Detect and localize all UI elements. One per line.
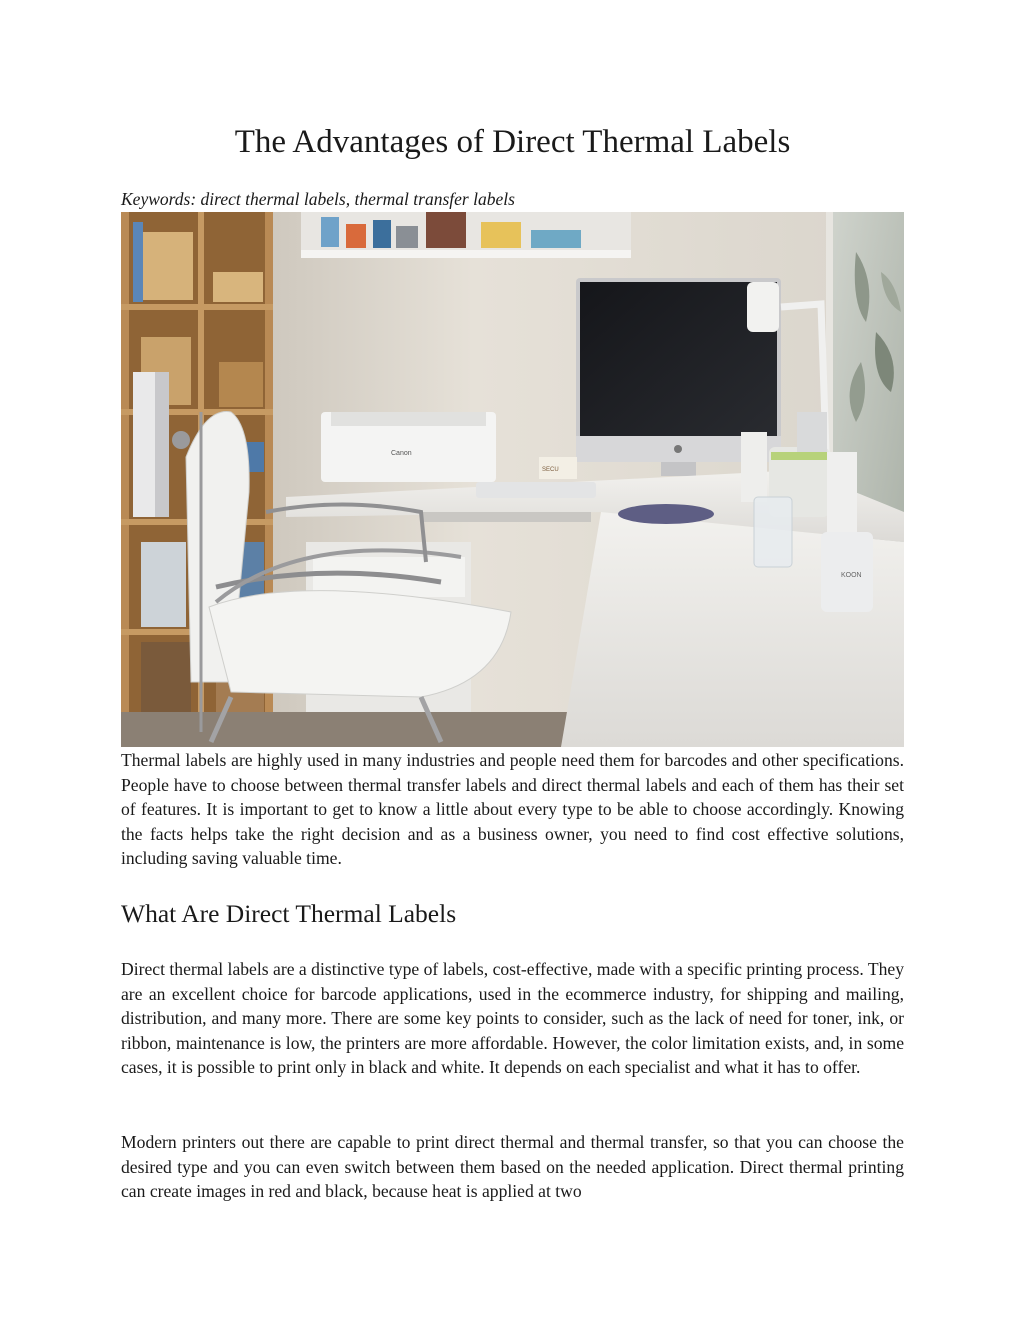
keywords-line: Keywords: direct thermal labels, thermal transfer labels [121, 189, 515, 209]
water-glass [754, 497, 792, 567]
mouse-pad [618, 504, 714, 524]
intro-paragraph: Thermal labels are highly used in many industries and people need them for barcodes and other specifications. People have to choose between thermal transfer labels and direct thermal labels and each of them has their set of features. It is important to get to know a little about every type to be able to choose accordingly. Knowing the facts helps take the right decision and as a business owner, you need to find cost effective solutions, including saving valuable time. [121, 750, 904, 869]
document-title: The Advantages of Direct Thermal Labels [234, 124, 791, 160]
wall-shelf [301, 212, 631, 258]
device-label-text: KOON [841, 572, 862, 579]
body-paragraph-2: Direct thermal labels are a distinctive type of labels, cost-effective, made with a specific printing process. They are an excellent choice for barcode applications, used in the ecommerce industry, for shipping and mailing, distribution, and many more. There are some key points to consider, such as the lack of need for toner, ink, or ribbon, maintenance is low, the printers are more affordable. However, the color limitation exists, and, in some cases, it is possible to print only in black and white. It depends on each specialist and what it has to offer. [121, 959, 904, 1078]
printer [321, 412, 496, 482]
small-box [539, 457, 577, 479]
section-heading: What Are Direct Thermal Labels [121, 899, 457, 928]
printer-brand-text: Canon [391, 450, 412, 457]
box-label-text: SECU [542, 467, 559, 473]
keyboard [476, 482, 596, 498]
label-device [821, 532, 873, 612]
body-paragraph-3: Modern printers out there are capable to print direct thermal and thermal transfer, so that you can choose the desired type and you can even switch between them based on the needed application. Direct thermal printing can create images in red and black, because heat is applied at two [121, 1132, 904, 1202]
office-desk-photo [121, 212, 904, 747]
